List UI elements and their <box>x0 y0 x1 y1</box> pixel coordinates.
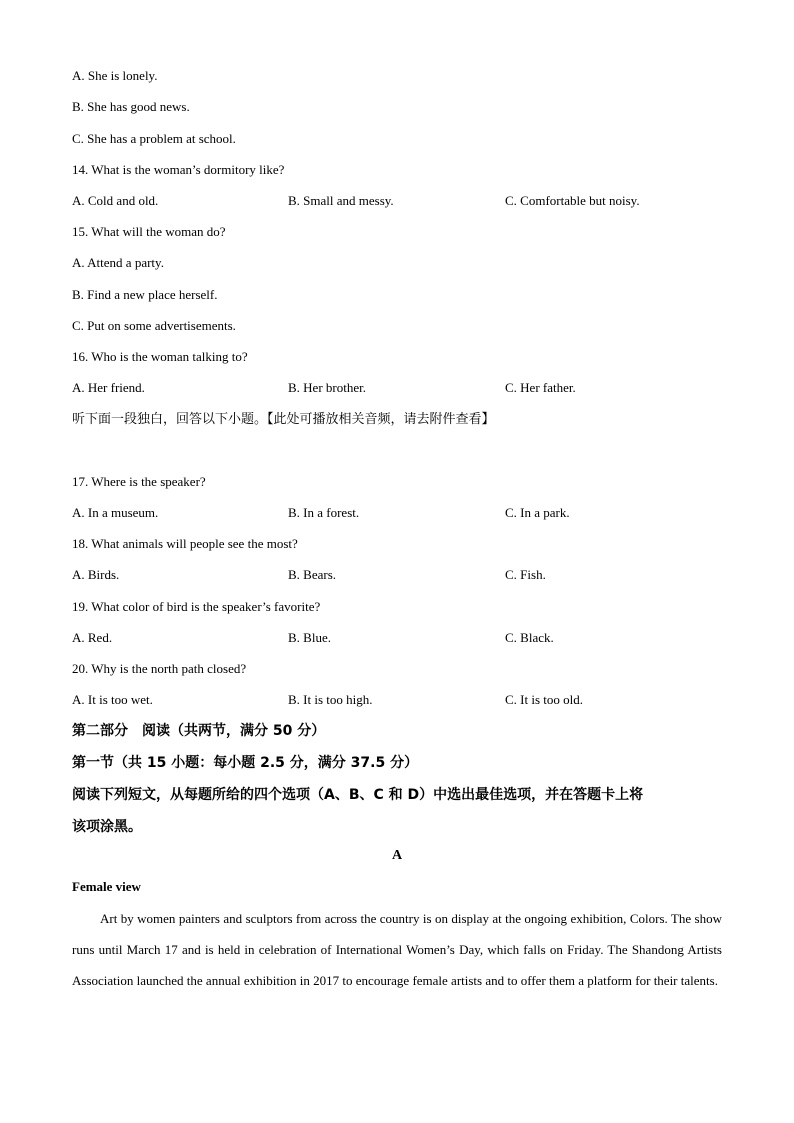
reading-instruction-line1: 阅读下列短文，从每题所给的四个选项（A、B、C 和 D）中选出最佳选项，并在答题卡上将 <box>72 787 644 803</box>
q19-question: 19. What color of bird is the speaker’s favorite? <box>72 599 321 614</box>
q19-option-b: B. Blue. <box>288 630 331 645</box>
q20-question: 20. Why is the north path closed? <box>72 661 247 676</box>
q13-option-c: C. She has a problem at school. <box>72 131 236 146</box>
q19-option-a: A. Red. <box>72 630 113 645</box>
q13-option-b: B. She has good news. <box>72 99 190 114</box>
q18-question: 18. What animals will people see the most? <box>72 536 298 551</box>
q20-option-b: B. It is too high. <box>288 692 373 707</box>
q18-option-a: A. Birds. <box>72 567 120 582</box>
q15-option-b: B. Find a new place herself. <box>72 287 218 302</box>
reading-instruction-line2: 该项涂黑。 <box>72 819 142 835</box>
q20-option-a: A. It is too wet. <box>72 692 153 707</box>
q18-option-b: B. Bears. <box>288 567 337 582</box>
q13-option-a: A. She is lonely. <box>72 68 158 83</box>
q18-option-c: C. Fish. <box>505 567 546 582</box>
q16-option-a: A. Her friend. <box>72 380 145 395</box>
passage-paragraph: Art by women painters and sculptors from across the country is on display at the ongoing exhibition, Colors. The show runs until March 17 and is held in celebration of International Women’s Day, which falls on Friday. The Shandong Artists Association launched the annual exhibition in 2017 to encourage female artists and to offer them a platform for their talents. <box>72 911 722 988</box>
part2-heading: 第二部分 阅读（共两节，满分 50 分） <box>72 723 326 739</box>
q17-question: 17. Where is the speaker? <box>72 474 206 489</box>
monologue-instruction: 听下面一段独白，回答以下小题。【此处可播放相关音频，请去附件查看】 <box>72 412 495 427</box>
q16-option-c: C. Her father. <box>505 380 576 395</box>
q14-option-b: B. Small and messy. <box>288 193 394 208</box>
q17-option-c: C. In a park. <box>505 505 570 520</box>
q15-question: 15. What will the woman do? <box>72 224 226 239</box>
q15-option-a: A. Attend a party. <box>72 255 164 270</box>
passage-title: Female view <box>72 879 141 894</box>
q17-option-a: A. In a museum. <box>72 505 159 520</box>
q19-option-c: C. Black. <box>505 630 554 645</box>
q16-option-b: B. Her brother. <box>288 380 366 395</box>
q17-option-b: B. In a forest. <box>288 505 360 520</box>
q14-option-c: C. Comfortable but noisy. <box>505 193 640 208</box>
q15-option-c: C. Put on some advertisements. <box>72 318 236 333</box>
q14-question: 14. What is the woman’s dormitory like? <box>72 162 285 177</box>
section1-heading: 第一节（共 15 小题：每小题 2.5 分，满分 37.5 分） <box>72 755 419 771</box>
passage-letter: A <box>391 848 403 863</box>
q20-option-c: C. It is too old. <box>505 692 584 707</box>
q16-question: 16. Who is the woman talking to? <box>72 349 248 364</box>
q14-option-a: A. Cold and old. <box>72 193 159 208</box>
